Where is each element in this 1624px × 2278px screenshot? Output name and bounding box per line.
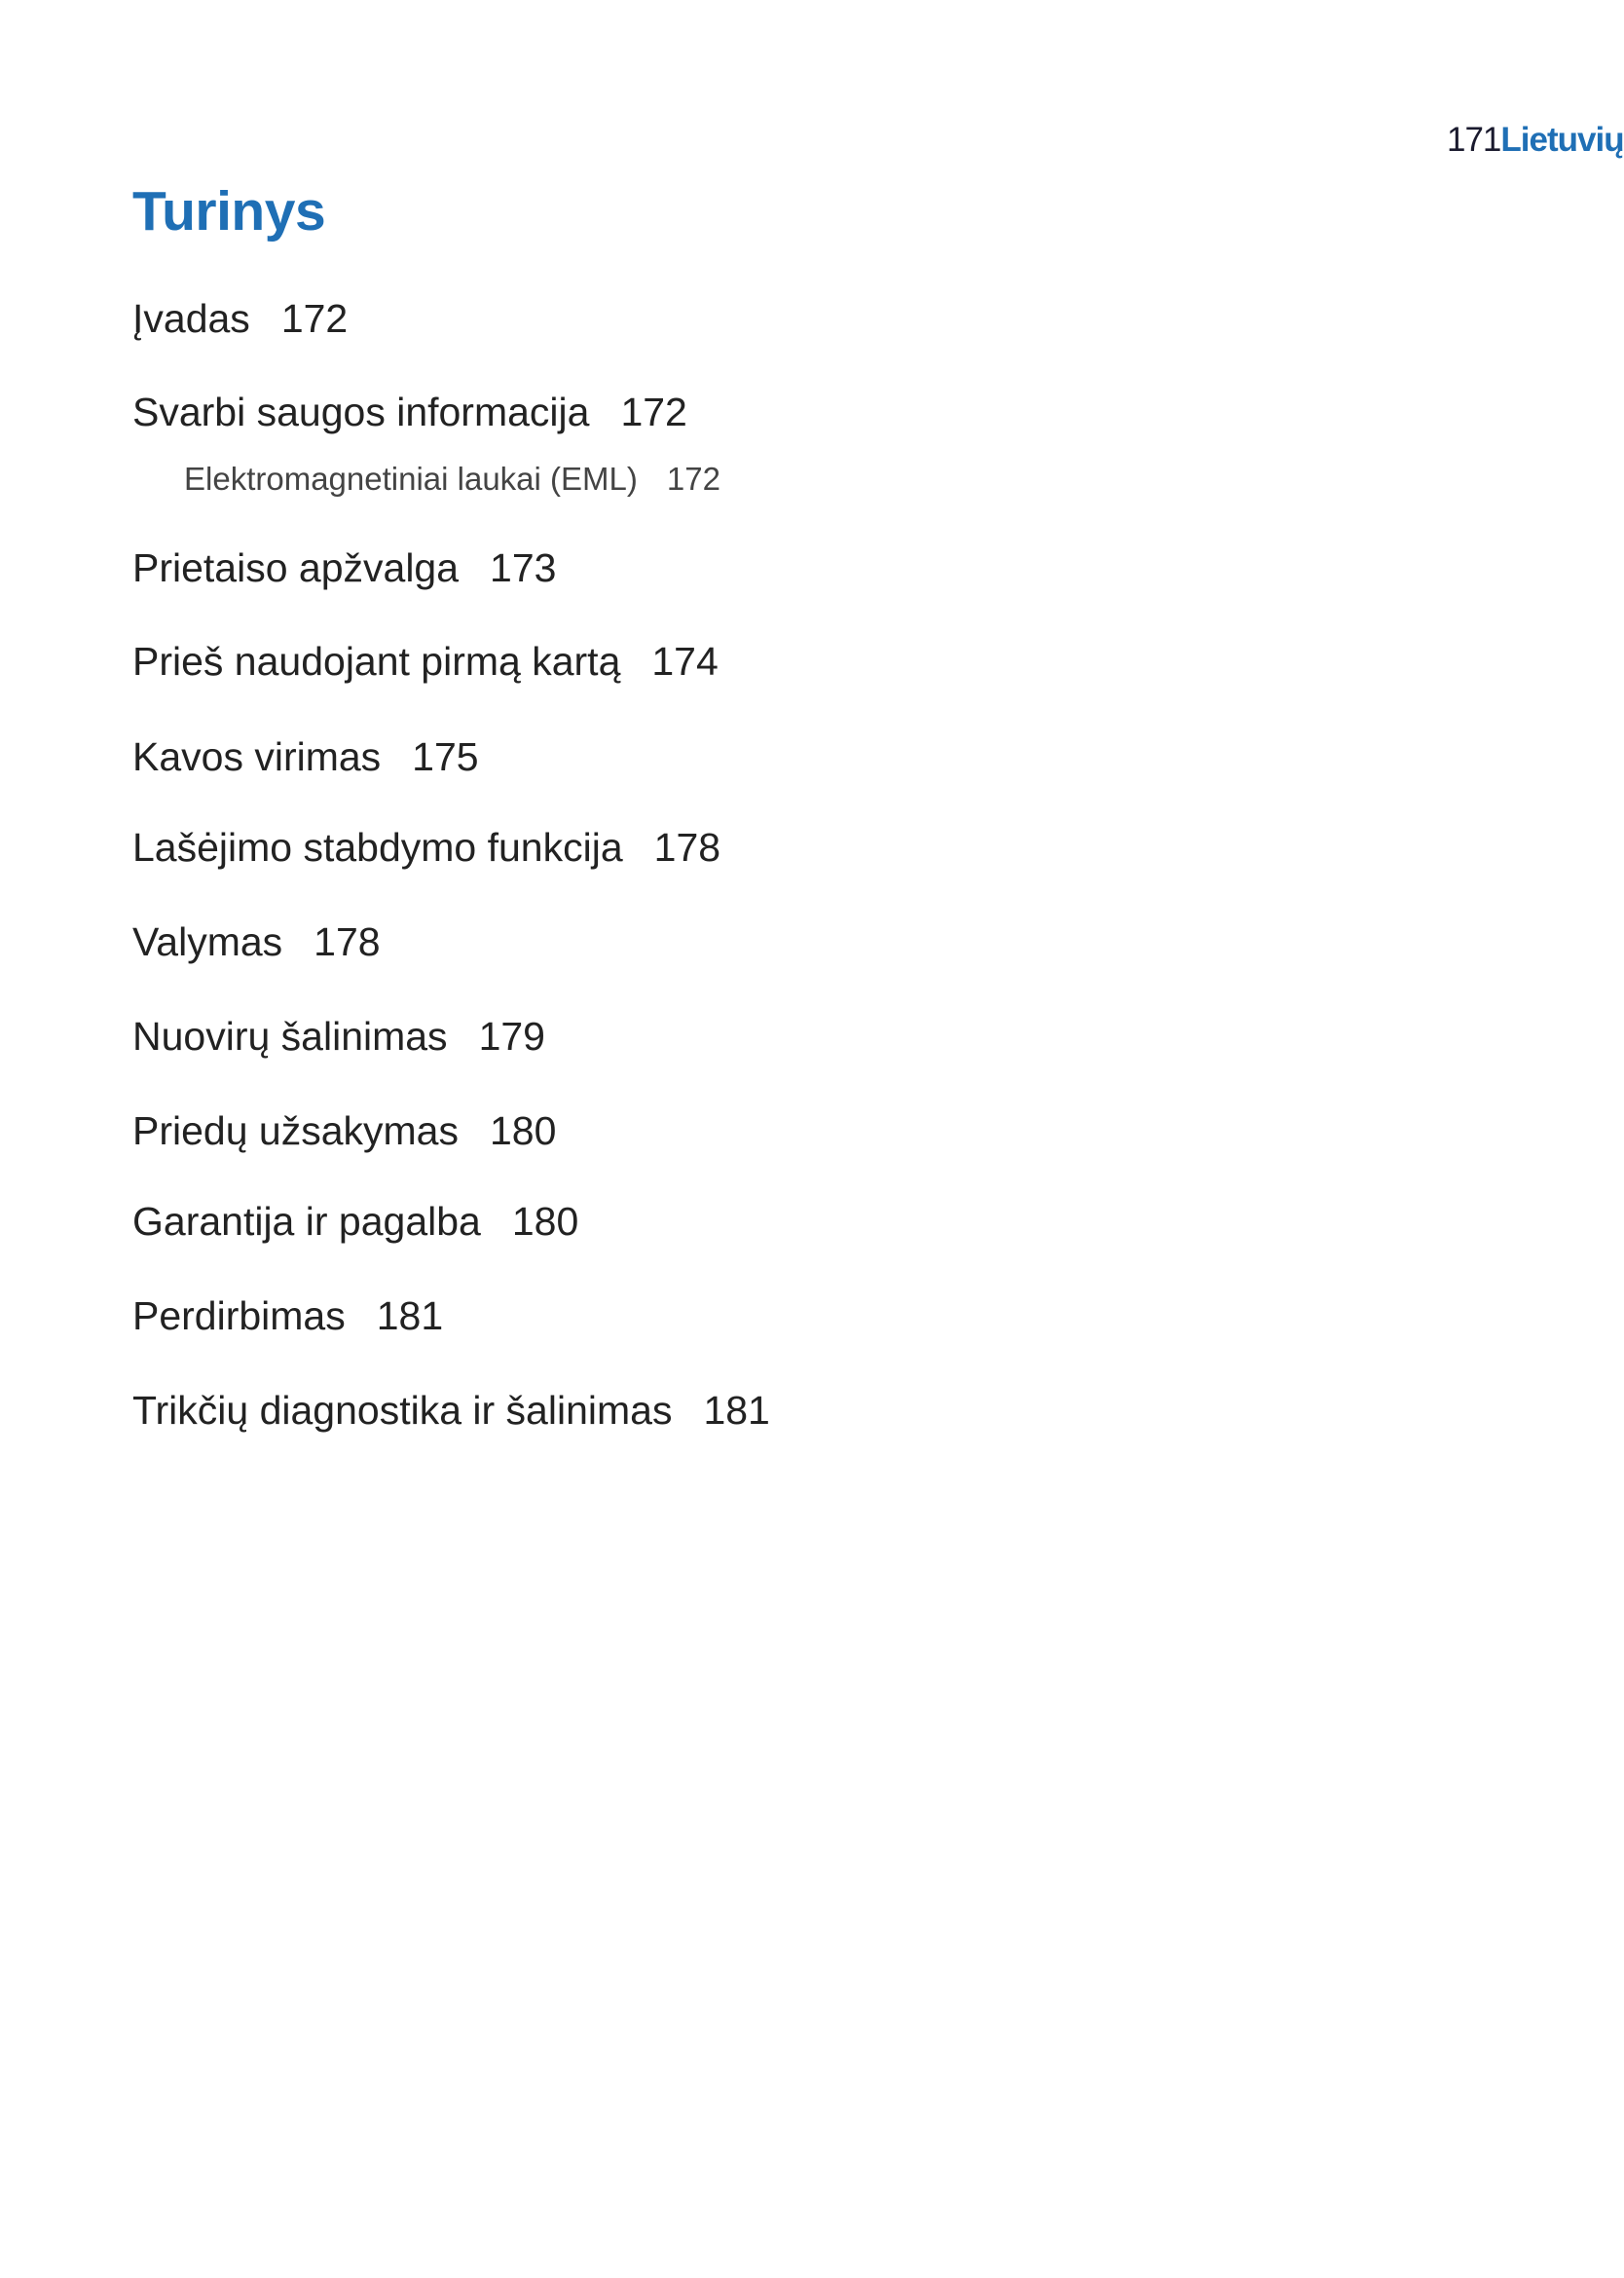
toc-entry-label: Elektromagnetiniai laukai (EML) [184, 461, 638, 497]
page-header [1447, 121, 1624, 160]
toc-entry-page: 180 [489, 1108, 557, 1153]
toc-entry-page: 181 [703, 1388, 770, 1433]
toc-entry-page: 173 [490, 545, 557, 590]
page-title: Turinys [132, 180, 326, 243]
toc-entry-label: Lašėjimo stabdymo funkcija [132, 825, 623, 870]
toc-entry-page: 174 [651, 639, 719, 684]
toc-entry-overview[interactable] [132, 543, 556, 592]
toc-entry-label: Perdirbimas [132, 1293, 346, 1338]
toc-entry-brewing[interactable] [132, 732, 479, 781]
toc-entry-ivadas[interactable] [132, 294, 348, 343]
toc-subentry-emf[interactable] [184, 460, 720, 499]
toc-entry-page: 172 [666, 461, 720, 497]
toc-entry-accessories[interactable] [132, 1106, 556, 1155]
toc-entry-label: Garantija ir pagalba [132, 1199, 481, 1244]
toc-entry-label: Priedų užsakymas [132, 1108, 459, 1153]
toc-entry-page: 179 [478, 1014, 545, 1059]
toc-entry-label: Svarbi saugos informacija [132, 390, 590, 434]
toc-entry-drip-stop[interactable] [132, 823, 720, 872]
toc-entry-label: Prietaiso apžvalga [132, 545, 460, 590]
toc-entry-label: Prieš naudojant pirmą kartą [132, 639, 621, 684]
page-number: 171 [1447, 121, 1501, 159]
toc-entry-descaling[interactable] [132, 1012, 545, 1061]
toc-entry-page: 172 [280, 296, 349, 341]
toc-entry-page: 180 [511, 1199, 579, 1244]
toc-entry-page: 178 [653, 825, 721, 870]
toc-entry-label: Kavos virimas [132, 734, 382, 779]
toc-entry-label: Nuovirų šalinimas [132, 1014, 448, 1059]
toc-entry-label: Įvadas [132, 296, 250, 341]
toc-entry-page: 178 [314, 919, 381, 964]
toc-entry-first-use[interactable] [132, 637, 719, 686]
toc-entry-safety[interactable] [132, 388, 687, 436]
toc-entry-label: Valymas [132, 919, 283, 964]
toc-entry-page: 175 [412, 734, 479, 779]
language-label: Lietuvių [1500, 121, 1624, 159]
toc-entry-troubleshooting[interactable] [132, 1386, 770, 1435]
toc-entry-recycling[interactable] [132, 1291, 443, 1340]
toc-entry-page: 181 [376, 1293, 444, 1338]
toc-entry-label: Trikčių diagnostika ir šalinimas [132, 1388, 673, 1433]
toc-entry-page: 172 [620, 390, 687, 434]
toc-entry-warranty[interactable] [132, 1197, 578, 1246]
toc-entry-cleaning[interactable] [132, 917, 381, 966]
